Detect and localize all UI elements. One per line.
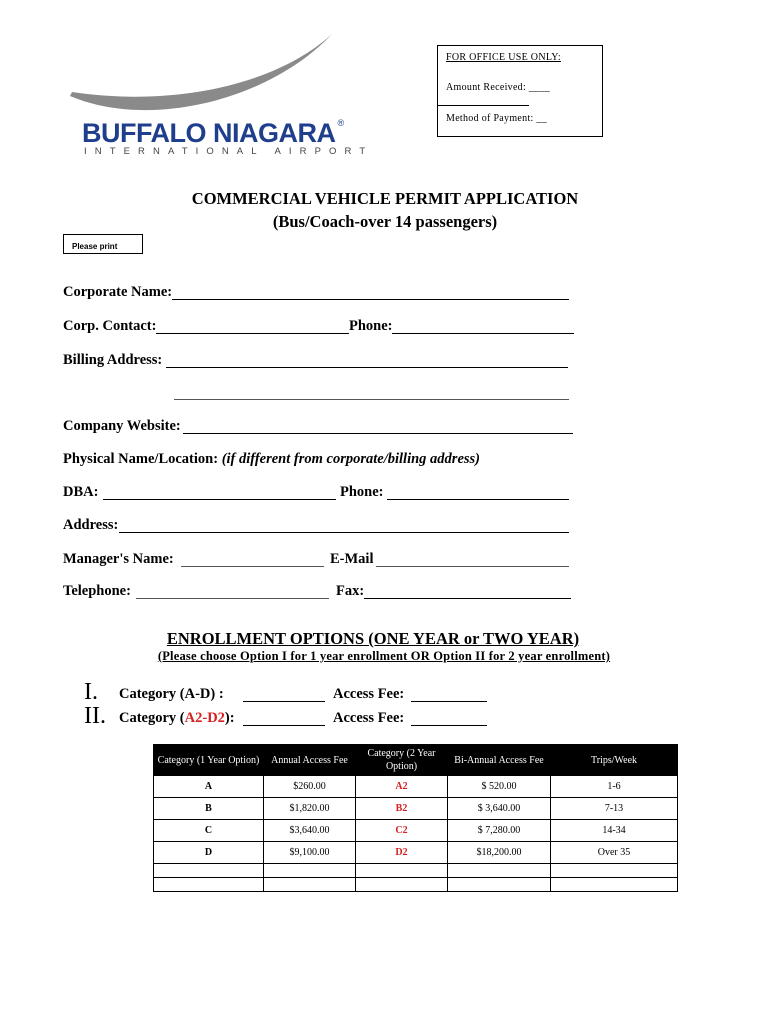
option-2-numeral: II. bbox=[84, 703, 106, 729]
enrollment-title: ENROLLMENT OPTIONS (ONE YEAR or TWO YEAR) bbox=[166, 629, 580, 648]
blank-cell[interactable] bbox=[448, 878, 551, 892]
email-input[interactable] bbox=[376, 566, 569, 567]
phone-input[interactable] bbox=[392, 333, 574, 334]
office-use-box bbox=[437, 45, 603, 137]
physical-location-note: (if different from corporate/billing address) bbox=[221, 451, 480, 467]
fax-input[interactable] bbox=[364, 598, 571, 599]
header-biannual-fee: Bi-Annual Access Fee bbox=[448, 745, 551, 776]
billing-address-label: Billing Address: bbox=[63, 352, 163, 368]
cell-annual-fee: $1,820.00 bbox=[264, 798, 356, 820]
cell-trips: Over 35 bbox=[551, 842, 678, 864]
table-row-blank bbox=[154, 878, 678, 892]
table-row bbox=[154, 820, 678, 842]
blank-cell[interactable] bbox=[551, 878, 678, 892]
corp-contact-label: Corp. Contact: bbox=[63, 318, 157, 334]
phone2-label: Phone: bbox=[340, 484, 384, 500]
header-trips-week: Trips/Week bbox=[551, 745, 678, 776]
company-website-label: Company Website: bbox=[63, 418, 181, 434]
table-header-row bbox=[154, 745, 678, 776]
enrollment-subtitle: (Please choose Option I for 1 year enrollment OR Option II for 2 year enrollment) bbox=[157, 649, 611, 663]
phone2-input[interactable] bbox=[387, 499, 569, 500]
blank-cell[interactable] bbox=[264, 878, 356, 892]
cell-category-2yr: A2 bbox=[356, 776, 448, 798]
cell-category: D bbox=[154, 842, 264, 864]
option-1-category-input[interactable] bbox=[243, 701, 325, 702]
option-2-category-input[interactable] bbox=[243, 725, 325, 726]
blank-cell[interactable] bbox=[356, 864, 448, 878]
amount-received-field[interactable]: Amount Received: ____ bbox=[446, 82, 551, 93]
dba-label: DBA: bbox=[63, 484, 99, 500]
company-website-input[interactable] bbox=[183, 433, 573, 434]
office-divider bbox=[438, 105, 529, 106]
blank-cell[interactable] bbox=[154, 878, 264, 892]
table-row bbox=[154, 776, 678, 798]
telephone-input[interactable] bbox=[136, 598, 329, 599]
option-1-fee-label: Access Fee: bbox=[333, 686, 405, 702]
logo-swoosh-icon bbox=[60, 30, 340, 122]
address-label: Address: bbox=[63, 517, 119, 533]
method-of-payment-field[interactable]: Method of Payment: __ bbox=[446, 113, 548, 124]
option-2-category-label: Category (A2-D2): bbox=[119, 710, 235, 726]
page-title: COMMERCIAL VEHICLE PERMIT APPLICATION bbox=[191, 189, 579, 208]
cell-category: A bbox=[154, 776, 264, 798]
cell-category-2yr: C2 bbox=[356, 820, 448, 842]
cell-trips: 7-13 bbox=[551, 798, 678, 820]
table-row bbox=[154, 798, 678, 820]
blank-cell[interactable] bbox=[356, 878, 448, 892]
blank-cell[interactable] bbox=[551, 864, 678, 878]
phone-label: Phone: bbox=[349, 318, 393, 334]
corporate-name-input[interactable] bbox=[172, 299, 569, 300]
fee-table bbox=[153, 744, 678, 892]
page-subtitle: (Bus/Coach-over 14 passengers) bbox=[272, 212, 498, 231]
billing-address-input[interactable] bbox=[166, 367, 568, 368]
option-1-category-label: Category (A-D) : bbox=[119, 686, 224, 702]
header-category-2yr: Category (2 Year Option) bbox=[356, 745, 448, 776]
address-input[interactable] bbox=[119, 532, 569, 533]
cell-biannual-fee: $ 7,280.00 bbox=[448, 820, 551, 842]
email-label: E-Mail bbox=[330, 551, 374, 567]
table-row-blank bbox=[154, 864, 678, 878]
telephone-label: Telephone: bbox=[63, 583, 131, 599]
cell-category-2yr: B2 bbox=[356, 798, 448, 820]
header-annual-fee: Annual Access Fee bbox=[264, 745, 356, 776]
cell-annual-fee: $3,640.00 bbox=[264, 820, 356, 842]
option-1-fee-input[interactable] bbox=[411, 701, 487, 702]
logo-wordmark: BUFFALO NIAGARA ® bbox=[82, 118, 344, 148]
blank-cell[interactable] bbox=[264, 864, 356, 878]
header-category-1yr: Category (1 Year Option) bbox=[154, 745, 264, 776]
corp-contact-input[interactable] bbox=[156, 333, 349, 334]
office-use-title: FOR OFFICE USE ONLY: bbox=[446, 52, 561, 63]
cell-annual-fee: $9,100.00 bbox=[264, 842, 356, 864]
cell-trips: 1-6 bbox=[551, 776, 678, 798]
blank-cell[interactable] bbox=[448, 864, 551, 878]
physical-location-label: Physical Name/Location: (if different from corporate/billing address) bbox=[63, 451, 480, 467]
cell-category: C bbox=[154, 820, 264, 842]
corporate-name-label: Corporate Name: bbox=[63, 284, 173, 300]
please-print-note: Please print bbox=[63, 234, 143, 254]
manager-name-label: Manager's Name: bbox=[63, 551, 174, 567]
cell-category-2yr: D2 bbox=[356, 842, 448, 864]
option-2-fee-label: Access Fee: bbox=[333, 710, 405, 726]
cell-biannual-fee: $18,200.00 bbox=[448, 842, 551, 864]
manager-name-input[interactable] bbox=[181, 566, 324, 567]
logo-subtitle: INTERNATIONAL AIRPORT bbox=[84, 146, 374, 157]
cell-annual-fee: $260.00 bbox=[264, 776, 356, 798]
dba-input[interactable] bbox=[103, 499, 336, 500]
billing-address-line-2[interactable] bbox=[174, 399, 569, 400]
fax-label: Fax: bbox=[336, 583, 365, 599]
cell-trips: 14-34 bbox=[551, 820, 678, 842]
cell-biannual-fee: $ 3,640.00 bbox=[448, 798, 551, 820]
option-2-fee-input[interactable] bbox=[411, 725, 487, 726]
cell-biannual-fee: $ 520.00 bbox=[448, 776, 551, 798]
blank-cell[interactable] bbox=[154, 864, 264, 878]
option-1-numeral: I. bbox=[84, 679, 98, 705]
table-row bbox=[154, 842, 678, 864]
cell-category: B bbox=[154, 798, 264, 820]
